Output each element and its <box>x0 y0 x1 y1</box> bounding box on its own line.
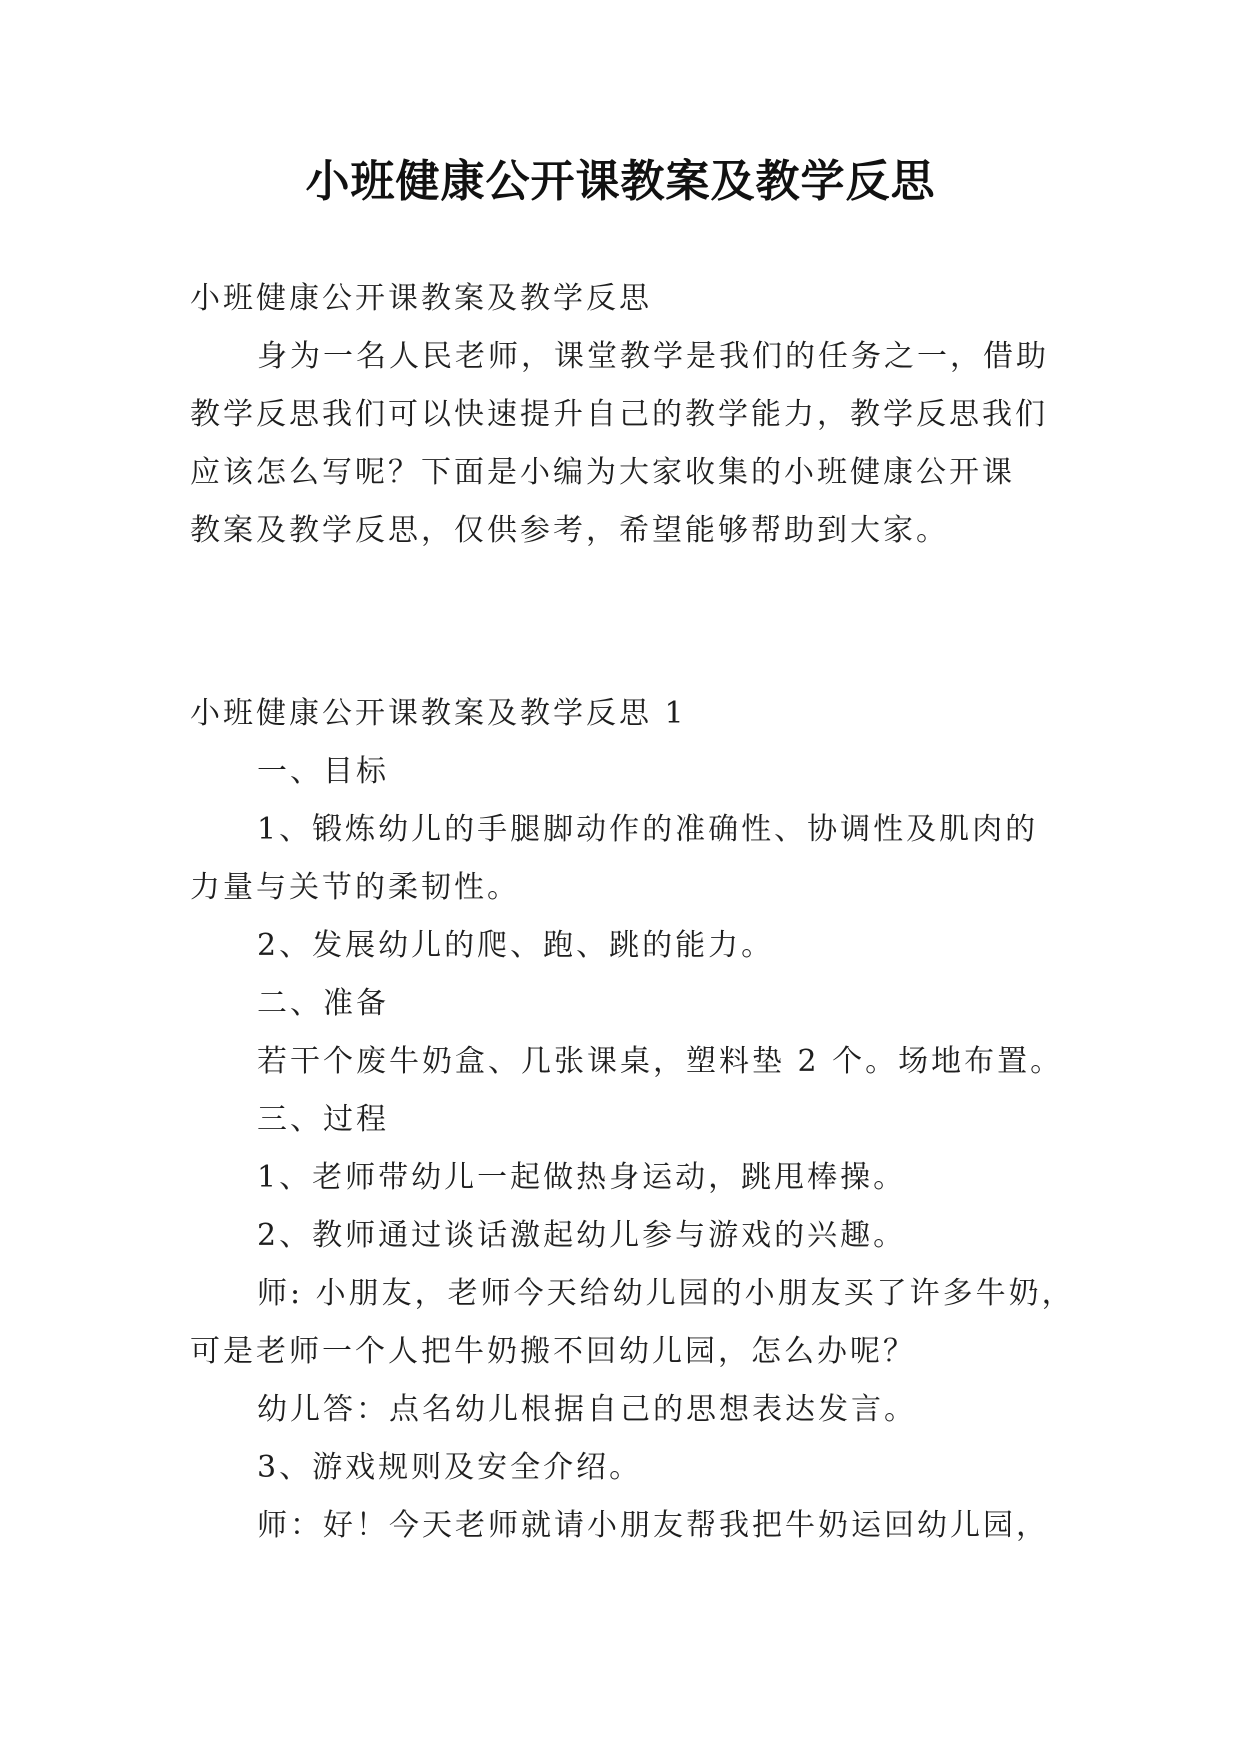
child-answer: 幼儿答：点名幼儿根据自己的思想表达发言。 <box>257 1392 917 1427</box>
document-title: 小班健康公开课教案及教学反思 <box>305 156 936 207</box>
intro-line-4: 教案及教学反思，仅供参考，希望能够帮助到大家。 <box>190 513 949 548</box>
process-heading: 三、过程 <box>257 1102 389 1137</box>
subtitle-line: 小班健康公开课教案及教学反思 <box>190 281 652 316</box>
goal-item-1-line-1: 1、锻炼幼儿的手腿脚动作的准确性、协调性及肌肉的 <box>257 812 1039 847</box>
teacher-line-3: 师：好！今天老师就请小朋友帮我把牛奶运回幼儿园， <box>257 1508 1049 1543</box>
process-item-1: 1、老师带幼儿一起做热身运动，跳甩棒操。 <box>257 1160 907 1195</box>
teacher-line-1: 师: 小朋友，老师今天给幼儿园的小朋友买了许多牛奶， <box>257 1276 1075 1311</box>
process-item-2: 2、教师通过谈话激起幼儿参与游戏的兴趣。 <box>257 1218 907 1253</box>
intro-line-2: 教学反思我们可以快速提升自己的教学能力，教学反思我们 <box>190 397 1048 432</box>
goal-item-1-line-2: 力量与关节的柔韧性。 <box>190 870 520 905</box>
goal-item-2: 2、发展幼儿的爬、跑、跳的能力。 <box>257 928 775 963</box>
intro-line-1: 身为一名人民老师，课堂教学是我们的任务之一，借助 <box>257 339 1049 374</box>
goal-heading: 一、目标 <box>257 754 389 789</box>
prep-text: 若干个废牛奶盒、几张课桌，塑料垫 2 个。场地布置。 <box>257 1044 1064 1079</box>
intro-line-3: 应该怎么写呢？下面是小编为大家收集的小班健康公开课 <box>190 455 1015 490</box>
section-heading: 小班健康公开课教案及教学反思 1 <box>190 696 687 731</box>
teacher-line-2: 可是老师一个人把牛奶搬不回幼儿园，怎么办呢？ <box>190 1334 916 1369</box>
process-item-3: 3、游戏规则及安全介绍。 <box>257 1450 643 1485</box>
prep-heading: 二、准备 <box>257 986 389 1021</box>
